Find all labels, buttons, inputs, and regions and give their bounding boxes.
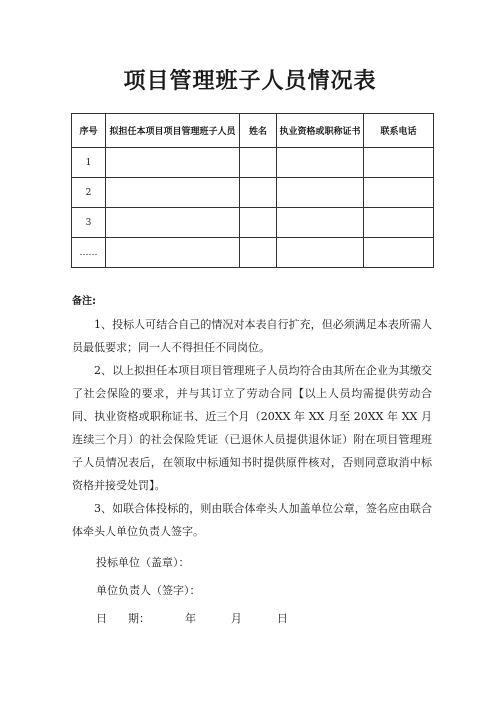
page-title: 项目管理班子人员情况表	[123, 69, 377, 94]
notes-section	[72, 290, 432, 543]
table-row	[72, 148, 434, 178]
date-line: 日 期： 年 月 日	[96, 612, 288, 625]
note-item-3: 3、如联合体投标的，则由联合体牵头人加盖单位公章，签名应由联合体牵头人单位负责人签字。	[72, 502, 432, 538]
phone-cell[interactable]	[364, 208, 434, 238]
row-index-cell: 3	[72, 208, 106, 238]
phone-cell[interactable]	[364, 148, 434, 178]
staff-table	[71, 113, 434, 268]
row-index-cell: 2	[72, 178, 106, 208]
notes-heading: 备注:	[72, 296, 96, 307]
role-cell[interactable]	[106, 178, 240, 208]
name-cell[interactable]	[240, 238, 277, 268]
name-cell[interactable]	[240, 178, 277, 208]
table-header-row	[72, 114, 434, 148]
note-item-1: 1、投标人可结合自己的情况对本表自行扩充，但必须满足本表所需人员最低要求；同一人不得担任不同岗位。	[72, 318, 432, 354]
phone-cell[interactable]	[364, 178, 434, 208]
representative-signature-line: 单位负责人（签字）：	[96, 584, 201, 597]
certificate-cell[interactable]	[277, 178, 364, 208]
table-row	[72, 178, 434, 208]
phone-cell[interactable]	[364, 238, 434, 268]
table-row	[72, 238, 434, 268]
name-cell[interactable]	[240, 148, 277, 178]
column-header-role: 拟担任本项目项目管理班子人员	[106, 114, 240, 148]
column-header-phone: 联系电话	[364, 114, 434, 148]
column-header-name: 姓名	[240, 114, 277, 148]
certificate-cell[interactable]	[277, 238, 364, 268]
note-item-2: 2、以上拟担任本项目项目管理班子人员均符合由其所在企业为其缴交了社会保险的要求，并与其订立了劳动合同【以上人员均需提供劳动合同、执业资格或职称证书、近三个月（20XX 年 XX 月至 20XX 年 XX 月连续三个月）的社会保险凭证（已退休人员提供退休证）附在项目管理班子人员情况表后，在领取中标通知书时提供原件核对，否则同意取消中标资格并接受处罚】。	[72, 364, 432, 492]
column-header-certificate: 执业资格或职称证书	[277, 114, 364, 148]
row-index-cell: ……	[72, 238, 106, 268]
signature-block	[96, 555, 426, 639]
row-index-cell: 1	[72, 148, 106, 178]
bidder-seal-line: 投标单位（盖章）：	[96, 556, 190, 569]
table-row	[72, 208, 434, 238]
role-cell[interactable]	[106, 238, 240, 268]
name-cell[interactable]	[240, 208, 277, 238]
column-header-index: 序号	[72, 114, 106, 148]
role-cell[interactable]	[106, 208, 240, 238]
certificate-cell[interactable]	[277, 148, 364, 178]
certificate-cell[interactable]	[277, 208, 364, 238]
role-cell[interactable]	[106, 148, 240, 178]
